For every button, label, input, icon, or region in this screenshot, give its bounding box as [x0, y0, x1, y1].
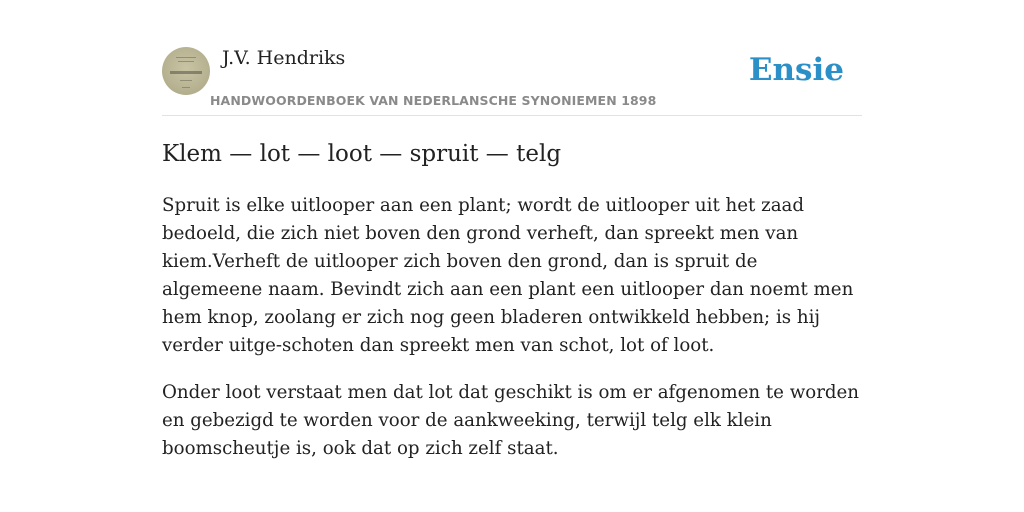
source-link[interactable]: HANDWOORDENBOEK VAN NEDERLANSCHE SYNONIEMEN 1898 — [210, 93, 657, 108]
author-link[interactable]: J.V. Hendriks — [222, 47, 346, 69]
entry-title: Klem — lot — loot — spruit — telg — [162, 141, 562, 167]
entry-header — [162, 46, 862, 116]
book-cover-icon[interactable] — [162, 47, 210, 95]
ensie-logo[interactable]: Ensie — [748, 52, 844, 88]
entry-body — [162, 192, 862, 482]
header-divider — [162, 115, 862, 116]
entry-paragraph: Spruit is elke uitlooper aan een plant; wordt de uitlooper uit het zaad bedoeld, die zich niet boven den grond verheft, dan spreekt men van kiem.Verheft de uitlooper zich boven den grond, dan is spruit de algemeene naam. Bevindt zich aan een plant een uitlooper dan noemt men hem knop, zoolang er zich nog geen bladeren ontwikkeld hebben; is hij verder uitge-schoten dan spreekt men van schot, lot of loot. — [162, 195, 854, 356]
entry-paragraph: Onder loot verstaat men dat lot dat geschikt is om er afgenomen te worden en gebezigd te worden voor de aankweeking, terwijl telg elk klein boomscheutje is, ook dat op zich zelf staat. — [162, 382, 860, 459]
